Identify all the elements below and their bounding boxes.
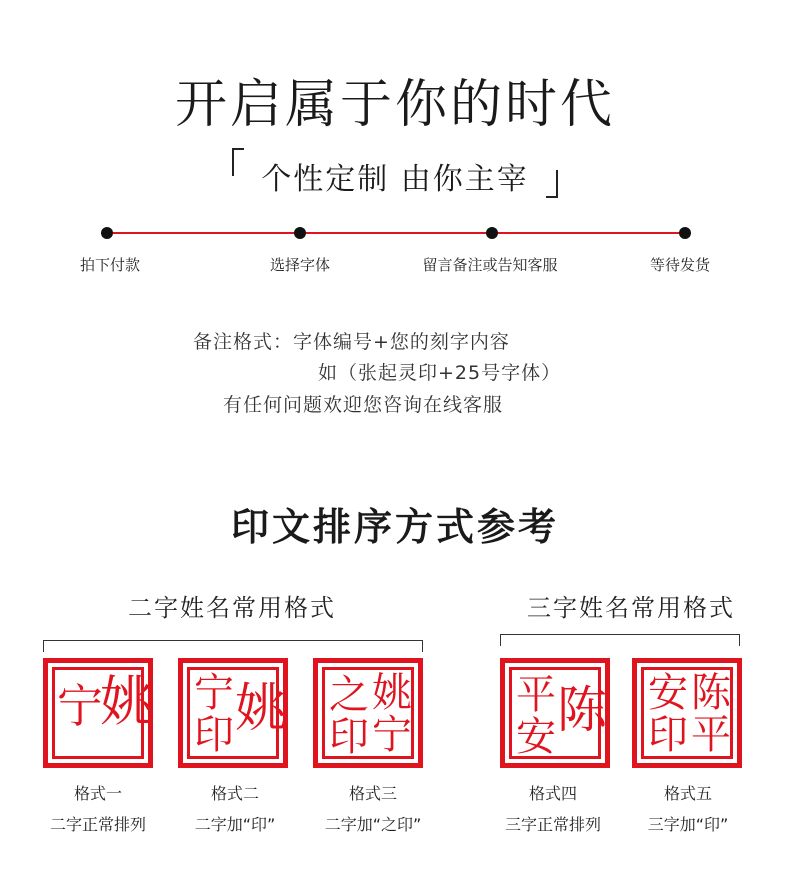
timeline-line <box>107 232 685 234</box>
format-1-name: 格式一 <box>73 784 123 803</box>
seal-char: 印 <box>329 714 369 760</box>
format-4-desc: 三字正常排列 <box>504 815 602 834</box>
seal-char: 安 <box>648 670 688 716</box>
seal-char: 平 <box>516 672 556 718</box>
timeline-step-font: 选择字体 <box>269 256 331 274</box>
format-4-name: 格式四 <box>528 784 578 803</box>
seal-char: 姚 <box>235 679 288 739</box>
seal-char: 姚 <box>100 670 154 733</box>
page-title: 开启属于你的时代 <box>174 75 615 135</box>
section-title: 印文排序方式参考 <box>230 504 559 549</box>
timeline-dot-4 <box>679 227 691 239</box>
seal-char: 宁 <box>372 712 412 758</box>
timeline-dot-3 <box>486 227 498 239</box>
timeline-step-ship: 等待发货 <box>649 256 711 274</box>
timeline-step-note: 留言备注或告知客服 <box>422 256 558 274</box>
seal-char: 宁 <box>57 679 103 733</box>
format-5-desc: 三字加“印” <box>647 815 729 834</box>
format-2-name: 格式二 <box>210 784 260 803</box>
seal-format-3 <box>313 658 423 768</box>
seal-format-4 <box>500 658 610 768</box>
seal-format-5 <box>632 658 742 768</box>
seal-char: 印 <box>194 712 234 758</box>
timeline-dot-1 <box>101 227 113 239</box>
seal-char: 姚 <box>372 670 412 716</box>
subtitle-frame <box>232 148 558 198</box>
group-title-two-char: 二字姓名常用格式 <box>128 594 336 622</box>
process-timeline <box>0 222 790 282</box>
seal-char: 安 <box>516 714 556 760</box>
seal-format-2 <box>178 658 288 768</box>
seal-char: 之 <box>329 672 369 718</box>
seal-char: 陈 <box>691 670 731 716</box>
subtitle: 个性定制 由你主宰 <box>261 162 529 197</box>
format-5-name: 格式五 <box>663 784 713 803</box>
note-contact: 有任何问题欢迎您咨询在线客服 <box>223 394 504 416</box>
format-3-desc: 二字加“之印” <box>324 815 422 834</box>
group-bracket-three-char <box>500 634 740 646</box>
seal-char: 印 <box>648 712 688 758</box>
format-2-desc: 二字加“印” <box>194 815 276 834</box>
group-title-three-char: 三字姓名常用格式 <box>527 594 735 622</box>
format-1-desc: 二字正常排列 <box>49 815 147 834</box>
timeline-dot-2 <box>294 227 306 239</box>
timeline-step-pay: 拍下付款 <box>79 256 141 274</box>
note-example: 如（张起灵印+25号字体） <box>318 362 562 384</box>
format-3-name: 格式三 <box>348 784 398 803</box>
seal-char: 陈 <box>557 681 607 739</box>
seal-char: 平 <box>691 712 731 758</box>
seal-format-1 <box>43 658 153 768</box>
group-bracket-two-char <box>43 640 423 652</box>
note-format: 备注格式：字体编号+您的刻字内容 <box>193 331 510 353</box>
seal-char: 宁 <box>194 670 234 716</box>
